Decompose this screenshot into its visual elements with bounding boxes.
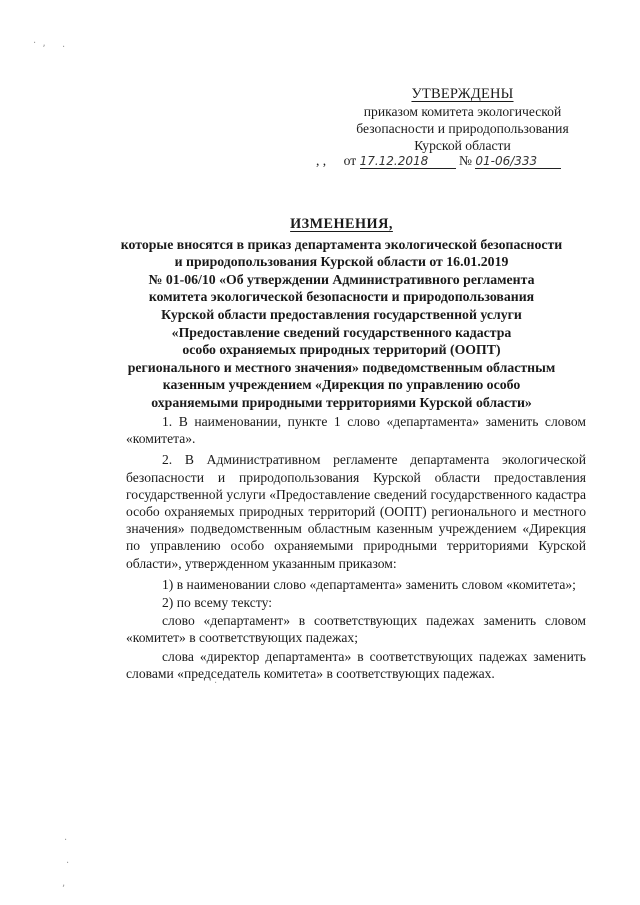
approval-block xyxy=(340,86,585,154)
subitem-3: слово «департамент» в соответствующих падежах заменить словом «комитет» в соответствующих падежах; xyxy=(126,613,586,646)
paragraph-1: 1. В наименовании, пункте 1 слово «департамента» заменить словом «комитета». xyxy=(126,414,586,447)
title-line: которые вносятся в приказ департамента экологической безопасности xyxy=(120,236,563,252)
approval-heading: УТВЕРЖДЕНЫ xyxy=(411,86,514,102)
title-line: охраняемыми природными территориями Курской области» xyxy=(151,394,532,410)
approval-line: приказом комитета экологической xyxy=(363,104,562,119)
subitem-1: 1) в наименовании слово «департамента» заменить словом «комитета»; xyxy=(162,576,576,592)
title-line: № 01-06/10 «Об утверждении Административного регламента xyxy=(148,271,535,287)
title-line: комитета экологической безопасности и природопользования xyxy=(148,289,535,305)
title-line: и природопользования Курской области от 16.01.2019 xyxy=(174,254,509,270)
subitem-2: 2) по всему тексту: xyxy=(162,595,272,611)
scan-speck: · xyxy=(64,835,68,846)
scan-speck: · xyxy=(62,42,66,53)
title-line: казенным учреждением «Дирекция по управлению особо xyxy=(162,377,521,393)
document-body xyxy=(126,413,586,683)
date-label: от xyxy=(343,153,357,168)
title-main: ИЗМЕНЕНИЯ, xyxy=(290,216,393,232)
date-handwritten: 17.12.2018 xyxy=(359,154,429,168)
order-date-number: , , от 17.12.2018 № 01-06/333 xyxy=(316,153,606,169)
title-line: особо охраняемых природных территорий (ООПТ) xyxy=(182,342,501,358)
title-line: регионального и местного значения» подведомственным областным xyxy=(127,359,556,375)
scan-speck: · xyxy=(66,858,70,869)
scan-speck: , xyxy=(62,878,66,889)
title-line: Курской области предоставления государственной услуги xyxy=(161,306,522,322)
paragraph-2: 2. В Административном регламенте департамента экологической безопасности и природопользования Курской области предоставления государственной услуги «Предоставление сведений государственного кадастра особо охраняемых природных территорий (ООПТ) регионального и местного значения» подведомственным областным казенным учреждением «Дирекция по управлению особо охраняемыми природными территориями Курской области», утвержденном указанным приказом: xyxy=(126,452,586,571)
approval-line: Курской области xyxy=(414,138,511,153)
title-line: «Предоставление сведений государственного кадастра xyxy=(171,324,512,340)
scan-speck: · xyxy=(214,678,218,689)
number-label: № xyxy=(458,153,472,168)
scan-speck: · , xyxy=(33,38,46,49)
subitem-4: слова «директор департамента» в соответствующих падежах заменить словами «председатель комитета» в соответствующих падежах. xyxy=(126,648,586,681)
document-title xyxy=(104,216,579,412)
number-handwritten: 01-06/333 xyxy=(475,154,538,168)
approval-line: безопасности и природопользования xyxy=(356,121,569,136)
